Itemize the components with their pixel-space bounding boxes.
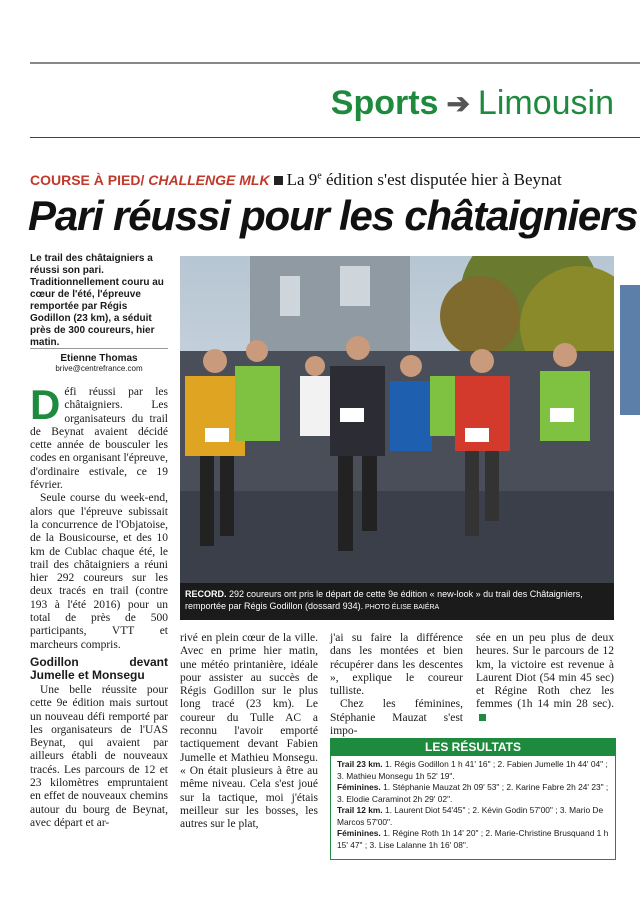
paragraph: rivé en plein cœur de la ville. Avec en prime hier matin, une météo printanière, idéale pour assister au succès de Régis Godillon sur le plus long tracé (23 km). Le coureur du Tulle AC a reconnu l'avoir emporté tactiquement devant Fabien Jumelle et Mathieu Monsegu. « On était plusieurs à être au même niveau. Cela s'est joué sur la tactique, moi j'étais meilleur sur les bosses, les autres sur le plat,	[180, 632, 318, 831]
kicker-category: COURSE À PIED	[30, 172, 141, 188]
section-rule	[30, 137, 640, 138]
paragraph: Une belle réussite pour cette 9e édition mais surtout un nouveau défi remporté par les organisateurs de l'UAS Beynat, qui avaient par ailleurs établi de nouveaux tracés. Les parcours de 12 et 23 kilomètres empruntaient en effet de nouveaux chemins autour du bourg de Beynat, avec départ et ar-	[30, 683, 168, 829]
results-box	[330, 738, 616, 860]
adjacent-article-edge	[620, 165, 640, 865]
paragraph: éfi réussi par les châtaigniers. Les organisateurs du trail de Beynat avaient décidé cette année de bousculer les codes en organisant l'épreuve, d'ordinaire estivale, ce 19 février.	[30, 386, 168, 492]
article-lead: Le trail des châtaigniers a réussi son pari. Traditionnellement couru au cœur de l'été, l'épreuve remportée par Régis Godillon (23 km), a séduit près de 300 coureurs, hier matin.	[30, 253, 164, 348]
author-email: brive@centrefrance.com	[55, 364, 143, 373]
author-block	[30, 348, 168, 373]
runners-illustration	[180, 256, 614, 583]
subheading: Godillon devant Jumelle et Monsegu	[30, 654, 168, 682]
adjacent-photo-fragment	[620, 285, 640, 415]
caption-text: 292 coureurs ont pris le départ de cette 9e édition « new-look » du trail des Châtaigniers, remportée par Régis Godillon (dossard 934).	[185, 589, 583, 611]
results-line: Trail 23 km. 1. Régis Godillon 1 h 41' 16" ; 2. Fabien Jumelle 1h 44' 04" ; 3. Mathieu Monsegu 1h 52' 19".	[337, 759, 608, 781]
dropcap: D	[30, 381, 61, 428]
region-label: Limousin	[477, 84, 614, 122]
top-rule	[30, 62, 640, 64]
square-bullet-icon	[274, 176, 283, 185]
article-kicker: COURSE À PIED/ CHALLENGE MLK La 9e édition s'est disputée hier à Beynat	[30, 170, 562, 189]
article-headline: Pari réussi pour les châtaigniers	[28, 192, 638, 239]
text-column-2	[180, 632, 318, 831]
results-title: LES RÉSULTATS	[331, 739, 615, 756]
arrow-right-icon: ➔	[446, 88, 470, 119]
results-line: Féminines. 1. Stéphanie Mauzat 2h 09' 53" ; 2. Karine Fabre 2h 24' 23" ; 3. Elodie Caraminot 2h 29' 02".	[337, 782, 609, 804]
photo-caption	[180, 583, 614, 620]
section-header	[331, 84, 614, 123]
author-name: Etienne Thomas	[60, 353, 138, 364]
kicker-subtitle: La 9e édition s'est disputée hier à Beynat	[286, 170, 562, 189]
text-column-4	[476, 632, 614, 725]
kicker-series: CHALLENGE MLK	[148, 172, 270, 188]
results-line: Trail 12 km. 1. Laurent Diot 54'45" ; 2. Kévin Godin 57'00" ; 3. Mario De Marcos 57'00".	[337, 805, 604, 827]
race-photo	[180, 256, 614, 583]
results-line: Féminines. 1. Régine Roth 1h 14' 20" ; 2. Marie-Christine Brusquand 1 h 15' 47" ; 3. Lise Lalanne 1h 16' 08".	[337, 828, 609, 850]
paragraph: j'ai su faire la différence dans les montées et bien récupérer dans les descentes », explique le coureur tulliste.	[330, 632, 463, 698]
text-column-1	[30, 381, 168, 830]
end-mark-icon	[479, 714, 486, 721]
section-label: Sports	[330, 84, 439, 122]
next-article-strip	[30, 882, 630, 897]
photo-credit: PHOTO ÉLISE BAIÉRA	[363, 604, 440, 611]
caption-lead: RECORD.	[185, 589, 227, 599]
text-column-3	[330, 632, 463, 738]
paragraph: sée en un peu plus de deux heures. Sur le parcours de 12 km, la victoire est revenue à Laurent Diot (54 min 45 sec) et Régine Roth chez les femmes (1h 14 min 28 sec).	[476, 632, 614, 711]
paragraph: Chez les féminines, Stéphanie Mauzat s'est impo-	[330, 698, 463, 738]
paragraph: Seule course du week-end, alors que l'épreuve subissait la concurrence de l'Objatoise, de la Bousicourse, et des 10 km de Cublac chaque été, le trail des châtaigniers a réuni hier 292 coureurs sur les deux tracés en trail (contre 193 à l'été 2016) pour un total de près de 500 participants, VTT et marcheurs compris.	[30, 492, 168, 651]
results-body	[331, 756, 615, 854]
